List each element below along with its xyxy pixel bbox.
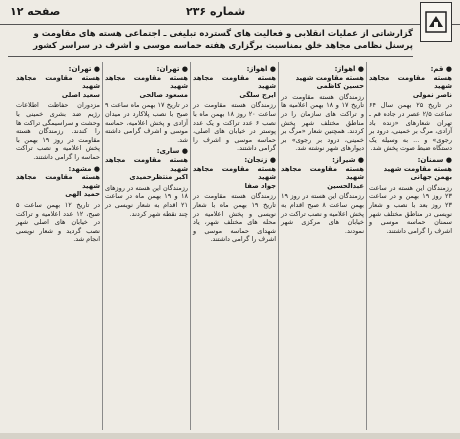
section-city: ● شیراز: — [332, 155, 364, 164]
publication-logo — [420, 2, 452, 42]
column-4 — [102, 62, 190, 430]
section-body: رزمندگان هسته مقاومت در تاریخ ۱۷ و ۱۸ بهمن اعلامیه ها و تراکت های سازمان را در مناطق مختلف شهر پخش کردند. همچنین شعار «مرگ بر خمینی، درود بر رجوی» بر دیوارهای شهر نوشته شد. — [281, 92, 365, 153]
section-martyr-name: جواد صفا — [244, 181, 276, 190]
article-columns — [6, 62, 454, 430]
section-body: رزمندگان این هسته در روز ۱۹ بهمن ساعت ۸ صبح اقدام به پخش اعلامیه و نصب تراکت در خیابان های مرکزی شهر نمودند. — [281, 192, 364, 235]
section-city: ● مشهد: — [68, 164, 100, 173]
section-martyr-name: حسین کاظمی — [316, 82, 364, 91]
section-body: در تاریخ ۲۵ بهمن سال ۶۴ ساعت ۲/۵ عصر در جاده قم ـ تهران شعارهای «زنده باد آزادی، مرگ بر خمینی، درود بر رجوی» و ... به وسیله یک دستگاه ضبط صوت پخش شد. — [369, 101, 452, 153]
section-body: رزمندگان این هسته در روزهای ۱۸ و ۱۹ بهمن ماه در ساعت ۲۱ اقدام به شعار نویسی در چند نقطه شهر کردند. — [105, 183, 188, 218]
section-subtitle: هسته مقاومت مجاهد شهید — [193, 73, 276, 91]
section-body: رزمندگان این هسته در ساعت ۲۳ روز ۱۹ بهمن و در ساعت ۲۳ روز بعد با نصب و شعار نویسی در مناطق مختلف شهر سمنان حماسه موسی و اشرف را گرامی داشتند. — [369, 183, 452, 235]
section-city: ● قم: — [430, 65, 452, 73]
section-subtitle: هسته مقاومت مجاهد شهید — [105, 155, 188, 173]
section-martyr-name: حمید الهی — [65, 190, 100, 199]
page-header — [0, 0, 460, 25]
section-body: در تاریخ ۱۲ بهمن ساعت ۵ صبح، ۱۲ عدد اعلامیه و تراکت در خیابان های اصلی شهر نصب گردید و شعار نویسی انجام شد. — [16, 200, 101, 244]
section-city: ● سمنان: — [417, 155, 452, 164]
section-city: ● تهران: — [156, 65, 188, 73]
column-3 — [190, 62, 278, 430]
section-martyr-name: اکبر منتظرحمیدی — [129, 173, 188, 182]
section-body: رزمندگان هسته مقاومت در ساعت ۲۰ روز ۱۸ بهمن ماه با نصب ۶ عدد تراکت و یک عدد پوستر در خیابان های اصلی، حماسه موسی و اشرف را گرامی داشتند. — [193, 101, 276, 153]
section-martyr-name: ناصر نمولی — [412, 90, 452, 99]
section-body: مزدوران حفاظت اطلاعات رژیم ضد بشری خمینی با وحشت و سراسیمگی تراکت ها را کندند. رزمندگان هسته مقاومت در روز ۱۹ بهمن با پخش اعلامیه و نصب تراکت حماسه را گرامی داشتند. — [16, 101, 101, 161]
section-city: ● زنجان: — [244, 155, 276, 164]
section-body: در تاریخ ۱۷ بهمن ماه ساعت ۹ صبح با نصب پلاکارد در میدان آزادی و پخش اعلامیه، حماسه موسی و اشرف گرامی داشته شد. — [105, 101, 188, 144]
section-martyr-name: بهمن جهانی — [410, 173, 452, 182]
article-headline: گزارشاتی از عملیات انقلابی و فعالیت های گسترده تبلیغی ـ اجتماعی هسته های مقاومت و پرسنل نظامی مجاهد خلق بمناسبت برگزاری هفته حماسه موسی و اشرف در سراسر کشور — [8, 28, 413, 57]
section-subtitle: هسته مقاومت مجاهد شهید — [16, 173, 100, 190]
section-martyr-name: عبدالحسین — [327, 181, 364, 190]
column-1 — [366, 62, 454, 430]
section-city: ● اهواز: — [246, 65, 276, 73]
page-footer-strip — [0, 433, 460, 439]
section-city: ● تهران: — [68, 65, 100, 73]
section-subtitle: هسته مقاومت مجاهد شهید — [193, 164, 276, 182]
section-martyr-name: ایرج سلگی — [239, 90, 276, 99]
section-city: ● اهواز: — [334, 65, 364, 73]
section-subtitle: هسته مقاومت شهید — [295, 73, 364, 82]
column-2 — [278, 62, 366, 430]
section-subtitle: هسته مقاومت مجاهد شهید — [369, 73, 452, 91]
page-number: صفحه ۱۲ — [10, 5, 61, 18]
section-body: رزمندگان هسته مقاومت در تاریخ ۱۹ بهمن ماه با شعار نویسی و پخش اعلامیه در محله های مختلف شهر، یاد شهدای حماسه موسی و اشرف را گرامی داشتند. — [193, 192, 276, 244]
logo-emblem-icon — [424, 10, 448, 34]
section-subtitle: هسته مقاومت مجاهد شهید — [105, 73, 188, 91]
column-5 — [14, 62, 102, 430]
section-martyr-name: سعید اصلی — [61, 90, 100, 99]
issue-number: شماره ۲۳۶ — [186, 5, 246, 18]
section-subtitle: هسته مقاومت مجاهد شهید — [281, 164, 364, 182]
section-subtitle: هسته مقاومت شهید — [383, 164, 452, 173]
section-city: ● ساری: — [156, 147, 188, 156]
section-subtitle: هسته مقاومت مجاهد شهید — [16, 73, 100, 91]
section-martyr-name: مسعود صالحی — [139, 90, 188, 99]
